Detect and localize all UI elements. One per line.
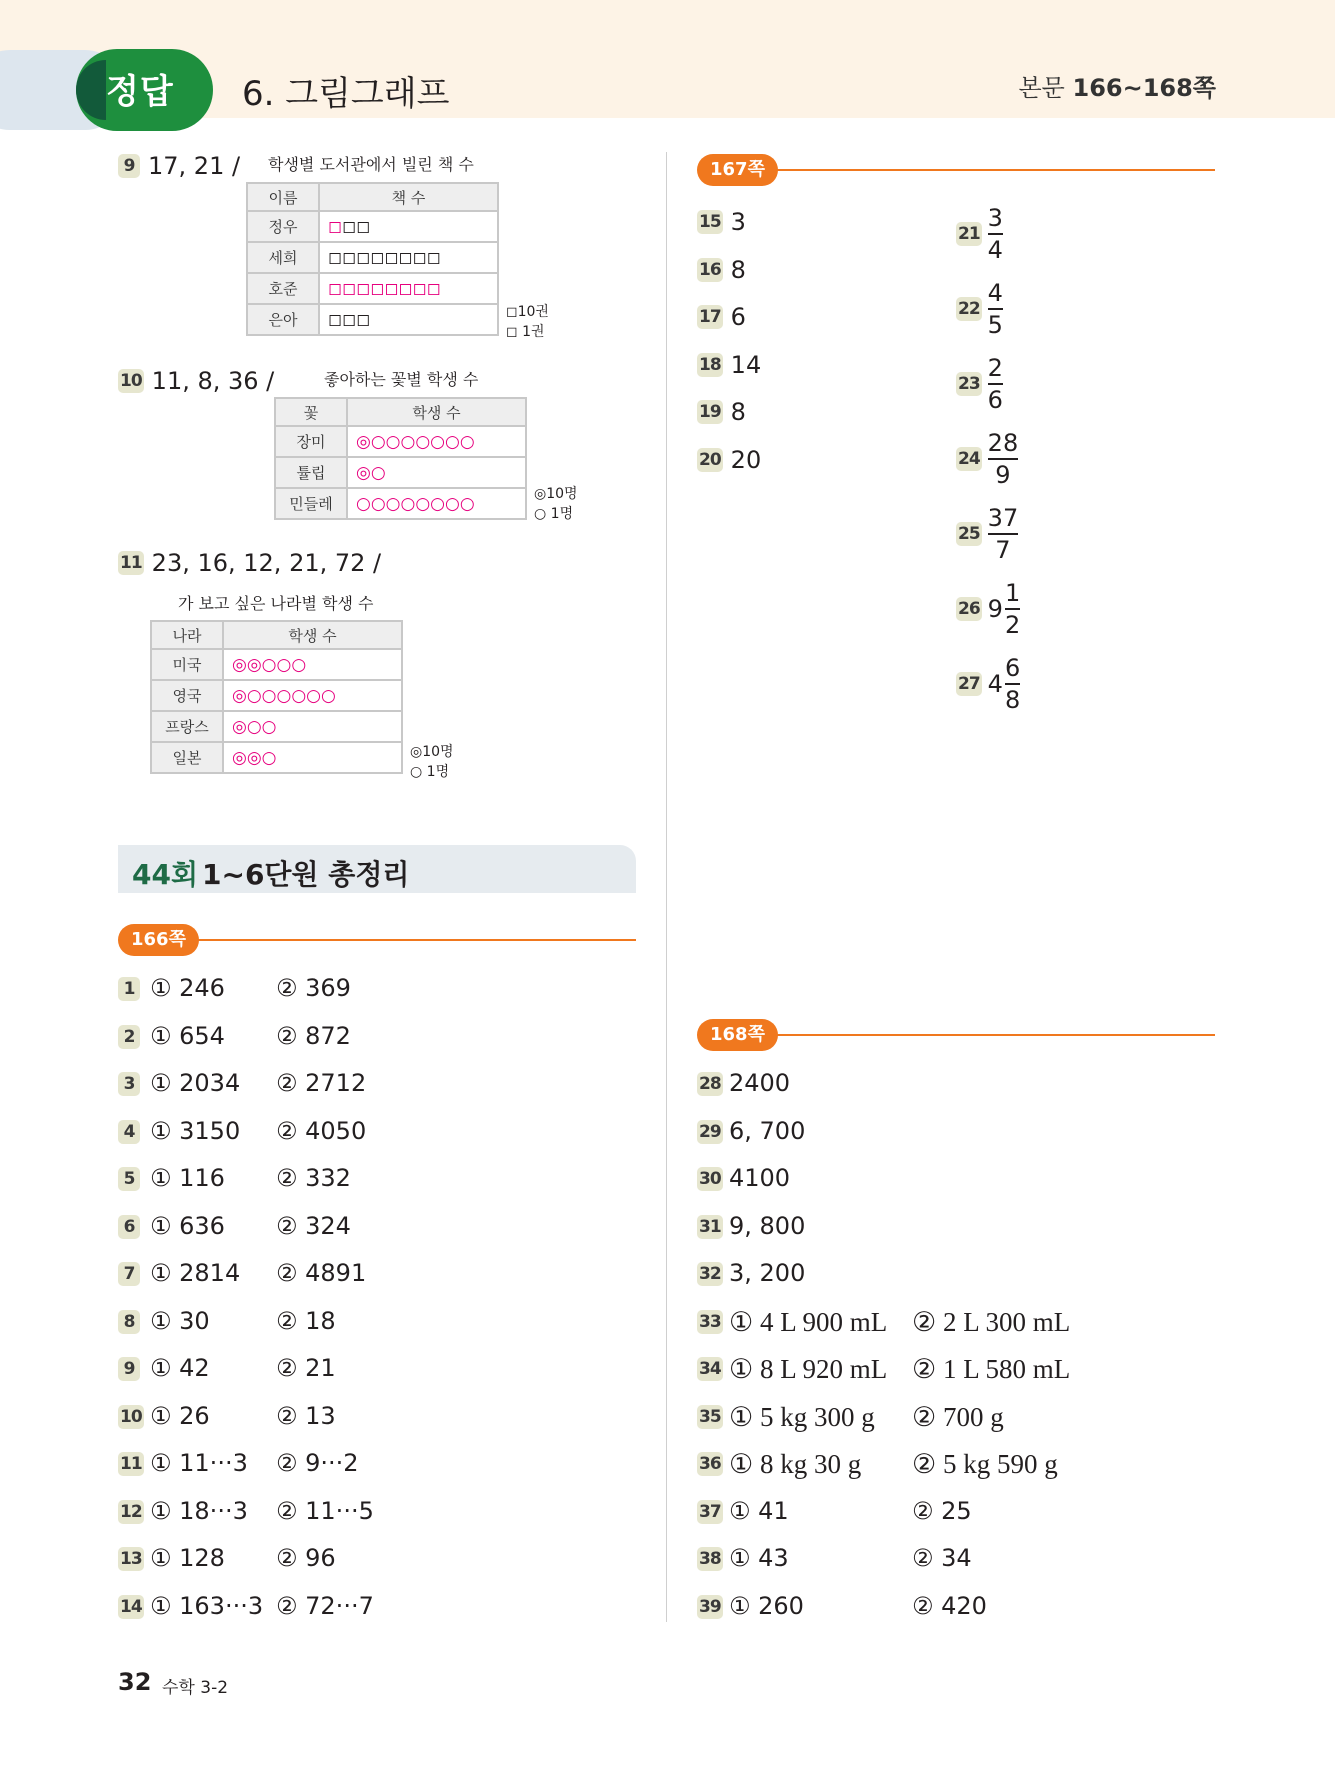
page-number: 32 [118,1668,152,1696]
answer-value: 8 [730,255,746,284]
answer-part-1: 4100 [729,1164,791,1192]
page-tag-166: 166쪽 [118,924,199,956]
answer-value: 8 [730,398,746,426]
answer-row [697,303,746,331]
page-tag-167: 167쪽 [697,154,778,186]
answer-part-1: ① 2814 [150,1259,241,1287]
denominator: 6 [987,386,1003,414]
numerator: 37 [987,504,1019,532]
fraction-bar [1005,608,1020,610]
answer-row [697,1595,723,1619]
answer-part-2: ② 420 [912,1591,987,1620]
question-number: 38 [699,1549,721,1569]
question-number: 15 [699,212,721,232]
question-number: 13 [120,1549,142,1569]
question-number: 29 [699,1121,721,1142]
question-number: 19 [699,402,721,422]
question-number: 37 [699,1501,721,1522]
answer-row [697,1120,723,1144]
fraction [988,281,1003,337]
answer-row [697,1500,723,1524]
question-number: 16 [699,259,721,280]
fraction [988,431,1019,487]
badge-label: 정답 [106,72,174,112]
question-number: 30 [699,1169,721,1189]
answer-row [697,1262,723,1286]
answer-row [118,1025,140,1049]
question-number: 25 [958,524,980,544]
answer-part-1: ① 4 L 900 mL [729,1306,888,1337]
question-number: 36 [699,1454,721,1474]
denominator: 2 [1004,611,1021,639]
fraction-row [956,206,1003,262]
answer-part-1: ① 654 [150,1021,225,1050]
fraction-bar [1005,683,1020,685]
answer-part-2: ② 369 [276,974,351,1002]
answer-part-2: ② 332 [276,1164,351,1192]
numerator: 2 [987,354,1003,382]
answer-part-1: ① 128 [150,1544,225,1572]
question-number: 21 [958,224,980,244]
fraction-row [956,581,1020,637]
question-number: 26 [958,599,980,619]
answer-value: 14 [730,350,762,379]
denominator: 5 [987,311,1003,339]
fraction-row [956,356,1003,412]
answer-part-1: ① 42 [150,1354,210,1382]
answer-9: 9 17, 21 / [118,152,240,180]
fraction [1005,656,1020,712]
question-number: 12 [120,1501,142,1522]
question-number: 3 [118,1072,140,1096]
fraction [988,206,1003,262]
denominator: 7 [995,536,1011,564]
fraction-bar [988,308,1003,310]
answer-value: 3 [730,208,746,236]
answer-part-2: ② 96 [276,1544,336,1572]
column-divider [666,152,667,1622]
answer-row [118,1215,140,1239]
question-number: 14 [120,1596,142,1617]
fraction [988,506,1019,562]
question-number: 4 [118,1120,140,1144]
chapter-title: 6. 그림그래프 [242,74,450,114]
answer-part-1: ① 636 [150,1211,225,1240]
graph-title: 학생별 도서관에서 빌린 책 수 [268,155,474,174]
fraction-row [956,281,1003,337]
answer-11: 11 23, 16, 12, 21, 72 / [120,549,382,577]
answer-part-1: ① 163···3 [150,1591,264,1620]
fraction-row [956,506,1018,562]
denominator: 8 [1004,686,1021,714]
fraction-row [956,656,1020,712]
answer-row [118,1167,140,1191]
question-number: 35 [699,1406,721,1427]
answer-row [697,1215,723,1239]
answer-part-2: ② 324 [276,1211,351,1240]
fraction-row [956,431,1018,487]
question-number: 24 [958,449,980,469]
answer-row [118,1500,144,1524]
answer-value: 20 [730,445,762,474]
answer-row [697,1547,723,1571]
answer-row [118,1452,144,1476]
graph-legend: ◎10명 ○ 1명 [410,744,454,780]
answer-10: 10 11, 8, 36 / [120,367,275,395]
denominator: 9 [995,461,1011,489]
question-number: 20 [699,449,721,470]
fraction [1005,581,1020,637]
question-number: 23 [958,374,980,394]
answer-part-2: ② 72···7 [276,1591,374,1620]
answer-part-1: 9, 800 [729,1211,806,1240]
question-number: 1 [118,977,140,1001]
answer-value: 6 [730,303,746,331]
answer-part-1: ① 8 kg 30 g [729,1449,862,1479]
answer-row [118,1120,140,1144]
section-header: 44회 1~6단원 총정리 [118,845,636,893]
question-number: 8 [118,1310,140,1334]
answer-part-1: ① 11···3 [150,1449,248,1477]
answer-part-1: 2400 [729,1069,791,1097]
question-number: 11 [120,1454,142,1474]
answer-part-1: ① 41 [729,1496,789,1525]
answer-row [697,1357,723,1381]
answer-part-1: ① 30 [150,1306,210,1335]
answer-part-1: ① 246 [150,974,225,1002]
answer-part-2: ② 5 kg 590 g [912,1449,1058,1479]
question-number: 10 [120,1406,142,1427]
answer-part-2: ② 34 [912,1544,972,1572]
fraction-bar [988,233,1003,235]
answer-part-2: ② 21 [276,1354,336,1382]
numerator: 4 [987,279,1003,307]
fraction [988,356,1003,412]
answer-row [118,1357,140,1381]
question-number: 2 [118,1025,140,1049]
answer-part-2: ② 18 [276,1306,336,1335]
graph-title: 가 보고 싶은 나라별 학생 수 [178,594,374,613]
answer-part-1: ① 5 kg 300 g [729,1401,875,1432]
answer-row [697,1452,723,1476]
denominator: 4 [987,236,1003,264]
answer-part-1: ① 116 [150,1164,225,1192]
whole-part: 4 [987,670,1003,698]
numerator: 28 [987,429,1019,457]
graph-title: 좋아하는 꽃별 학생 수 [324,370,479,389]
tag-rule [769,169,1215,171]
question-number: 9 [118,1357,140,1381]
question-number: 18 [699,354,721,375]
picture-graph-countries: 나라 학생 수 미국 ◎◎○○○ 영국 ◎○○○○○○ 프랑스 ◎○○ 일본 ◎◎○ [150,620,403,774]
graph-legend: ◻10권 ◻ 1권 [506,304,549,340]
answer-row [697,1405,723,1429]
question-number: 28 [699,1074,721,1094]
picture-graph-flowers: 꽃 학생 수 장미 ◎○○○○○○○ 튤립 ◎○ 민들레 ○○○○○○○○ [274,397,527,520]
tag-rule [769,1034,1215,1036]
answer-part-2: ② 9···2 [276,1449,359,1477]
fraction-bar [988,458,1019,460]
question-number: 27 [958,674,980,694]
answer-part-1: ① 3150 [150,1116,241,1145]
answer-part-2: ② 1 L 580 mL [912,1354,1071,1384]
answer-row [118,977,140,1001]
question-number: 39 [699,1596,721,1617]
answer-row [118,1310,140,1334]
answer-part-2: ② 25 [912,1496,972,1525]
whole-part: 9 [987,595,1003,623]
question-number: 22 [958,299,980,319]
graph-legend: ◎10명 ○ 1명 [534,486,578,522]
answer-part-2: ② 11···5 [276,1496,374,1525]
answer-row [697,1167,723,1191]
answer-part-2: ② 872 [276,1021,351,1050]
answer-part-2: ② 4891 [276,1259,367,1287]
answer-row [697,398,746,426]
picture-graph-books: 이름 책 수 정우 ◻◻◻ 세희 ◻◻◻◻◻◻◻◻ 호준 ◻◻◻◻◻◻◻◻ 은아 ◻◻◻ [246,182,499,336]
question-number: 33 [699,1311,721,1332]
answer-row [697,1310,723,1334]
answer-part-2: ② 700 g [912,1401,1004,1432]
answer-row [697,1072,723,1096]
answer-part-1: 6, 700 [729,1116,806,1145]
question-number: 32 [699,1264,721,1284]
answer-part-1: 3, 200 [729,1259,806,1287]
tag-rule [190,939,636,941]
answer-part-2: ② 4050 [276,1116,367,1145]
page-tag-168: 168쪽 [697,1019,778,1051]
answer-part-1: ① 8 L 920 mL [729,1354,888,1384]
answer-part-1: ① 2034 [150,1069,241,1097]
numerator: 6 [1004,654,1021,682]
answer-row [118,1405,144,1429]
answer-part-2: ② 2 L 300 mL [912,1306,1071,1337]
answer-row [118,1072,140,1096]
question-number: 5 [118,1167,140,1191]
answer-part-2: ② 13 [276,1401,336,1430]
question-number: 31 [699,1216,721,1237]
question-number: 7 [118,1262,140,1286]
question-number: 17 [699,307,721,327]
answer-part-1: ① 18···3 [150,1496,248,1525]
answer-row [118,1595,144,1619]
answer-part-1: ① 26 [150,1401,210,1430]
answer-row [697,351,761,379]
answer-row [697,208,746,236]
question-number: 6 [118,1215,140,1239]
numerator: 3 [987,204,1003,232]
question-number: 34 [699,1359,721,1379]
fraction-bar [988,383,1003,385]
answer-part-2: ② 2712 [276,1069,367,1097]
answer-row [697,446,761,474]
page-reference: 본문 166~168쪽 [1018,74,1216,102]
answer-row [697,256,746,284]
answer-part-1: ① 43 [729,1544,789,1572]
book-title: 수학 3-2 [162,1678,229,1698]
fraction-bar [988,533,1019,535]
answer-part-1: ① 260 [729,1591,804,1620]
answer-row [118,1262,140,1286]
answer-row [118,1547,144,1571]
numerator: 1 [1004,579,1021,607]
